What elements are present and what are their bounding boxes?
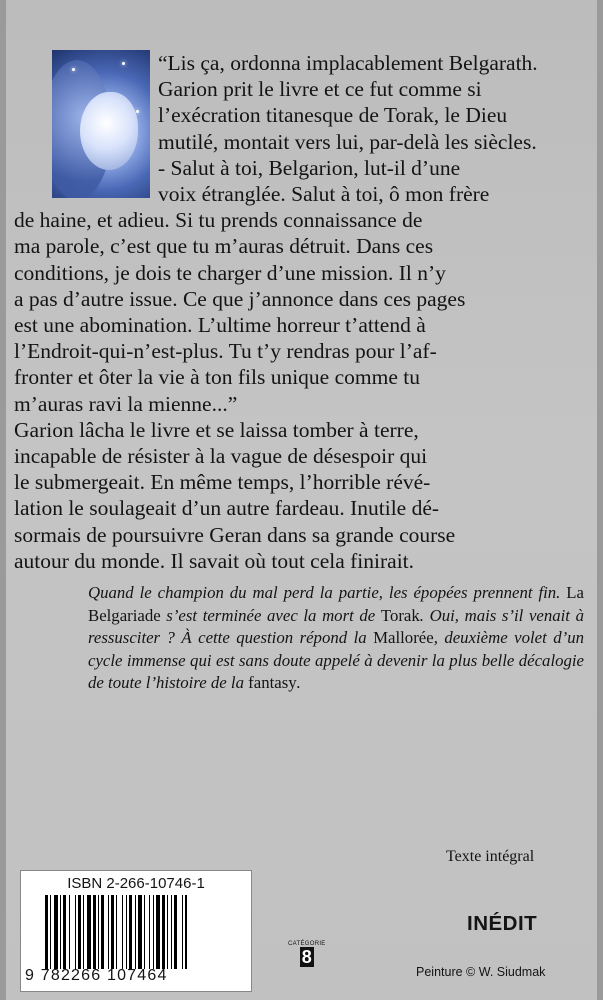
left-edge (0, 0, 6, 1000)
barcode-bar (69, 895, 70, 969)
barcode-bar (144, 895, 145, 969)
categorie-number: 8 (301, 947, 312, 967)
categorie-label: CATÉGORIE (288, 941, 326, 947)
excerpt-line: m’auras ravi la mienne...” (14, 391, 238, 416)
barcode-bar (93, 895, 96, 969)
excerpt-line: lation le soulageait d’un autre fardeau. Inutile dé- (14, 496, 440, 521)
isbn-number: ISBN 2-266-10746-1 (67, 875, 205, 892)
barcode-bar (75, 895, 76, 969)
barcode-bar (171, 895, 172, 969)
excerpt-line: sormais de poursuivre Geran dans sa grande course (14, 522, 456, 547)
barcode-bar (153, 895, 154, 969)
categorie-badge (288, 941, 326, 968)
barcode-bar (182, 895, 183, 969)
inedit-label: INÉDIT (467, 912, 538, 935)
excerpt-line: a pas d’autre issue. Ce que j’annonce dans ces pages (14, 286, 466, 311)
barcode-bar (185, 895, 188, 969)
excerpt-line: le submergeait. En même temps, l’horrible révé- (14, 470, 431, 495)
barcode-bar (149, 895, 150, 969)
barcode-bar (101, 895, 105, 969)
blurb-text: . (296, 673, 301, 693)
barcode-bar (78, 895, 81, 969)
excerpt-line: voix étranglée. Salut à toi, ô mon frère (158, 182, 490, 207)
excerpt-text (14, 50, 584, 574)
barcode-digits: 9 782266 107464 (25, 967, 168, 984)
barcode-bar (138, 895, 142, 969)
barcode-bar (129, 895, 132, 969)
excerpt-line: l’exécration titanesque de Torak, le Dieu (158, 103, 508, 128)
barcode-bar (45, 895, 48, 969)
name-torak: Torak (380, 605, 420, 625)
blurb-text: s’est terminée avec la mort de (160, 605, 381, 625)
blurb-text: . Oui, mais s’il venait à ressusciter ? À cette question répond la (88, 605, 584, 648)
barcode-bar (60, 895, 61, 969)
barcode-bar (63, 895, 66, 969)
barcode-bar (162, 895, 165, 969)
barcode-bar (87, 895, 91, 969)
excerpt-line: ma parole, c’est que tu m’auras détruit. Dans ces (14, 234, 434, 259)
barcode-bar (122, 895, 123, 969)
texte-integral-label: Texte intégral (446, 848, 535, 865)
excerpt-line: Garion prit le livre et ce fut comme si (158, 77, 482, 102)
barcode-bar (174, 895, 177, 969)
barcode-bar (108, 895, 109, 969)
excerpt-line: - Salut à toi, Belgarion, lut-il d’une (158, 155, 461, 180)
excerpt-line: autour du monde. Il savait où tout cela finirait. (14, 548, 415, 573)
series-title-malloree: Mallorée (373, 628, 434, 648)
excerpt-line: incapable de résister à la vague de désespoir qui (14, 444, 428, 469)
genre-fantasy: fantasy (248, 673, 297, 693)
excerpt-line: fronter et ôter la vie à ton fils unique comme tu (14, 365, 420, 390)
series-title-belgariade: La Belgariade (88, 583, 584, 625)
barcode-bar (111, 895, 114, 969)
blurb-text: , deuxième volet d’un cycle immense qui est sans doute appelé à devenir la plus belle décalogie de toute l’histoire de la (88, 628, 584, 693)
barcode-bar (54, 895, 58, 969)
thumbnail-star (72, 68, 75, 71)
excerpt-line: l’Endroit-qui-n’est-plus. Tu t’y rendras pour l’af- (14, 339, 437, 364)
barcode-bar (156, 895, 160, 969)
excerpt-line: “Lis ça, ordonna implacablement Belgarath. (158, 51, 538, 75)
illustration-credit: Peinture © W. Siudmak (416, 965, 546, 979)
excerpt-line: conditions, je dois te charger d’une mission. Il n’y (14, 260, 446, 285)
isbn-barcode (20, 870, 252, 992)
blurb-text: Quand le champion du mal perd la partie, les épopées prennent fin. (88, 583, 567, 602)
right-edge (597, 0, 603, 1000)
barcode-bar (50, 895, 51, 969)
barcode-bar (83, 895, 84, 969)
excerpt-line: est une abomination. L’ultime horreur t’attend à (14, 313, 426, 338)
excerpt-line: Garion lâcha le livre et se laissa tomber à terre, (14, 417, 419, 442)
excerpt-line: de haine, et adieu. Si tu prends connaissance de (14, 208, 423, 233)
barcode-bar (167, 895, 168, 969)
excerpt-line: mutilé, montait vers lui, par-delà les siècles. (158, 129, 537, 154)
barcode-bar (126, 895, 127, 969)
series-blurb (88, 582, 584, 695)
barcode-bar (116, 895, 117, 969)
barcode-bar (135, 895, 136, 969)
barcode-bar (98, 895, 99, 969)
